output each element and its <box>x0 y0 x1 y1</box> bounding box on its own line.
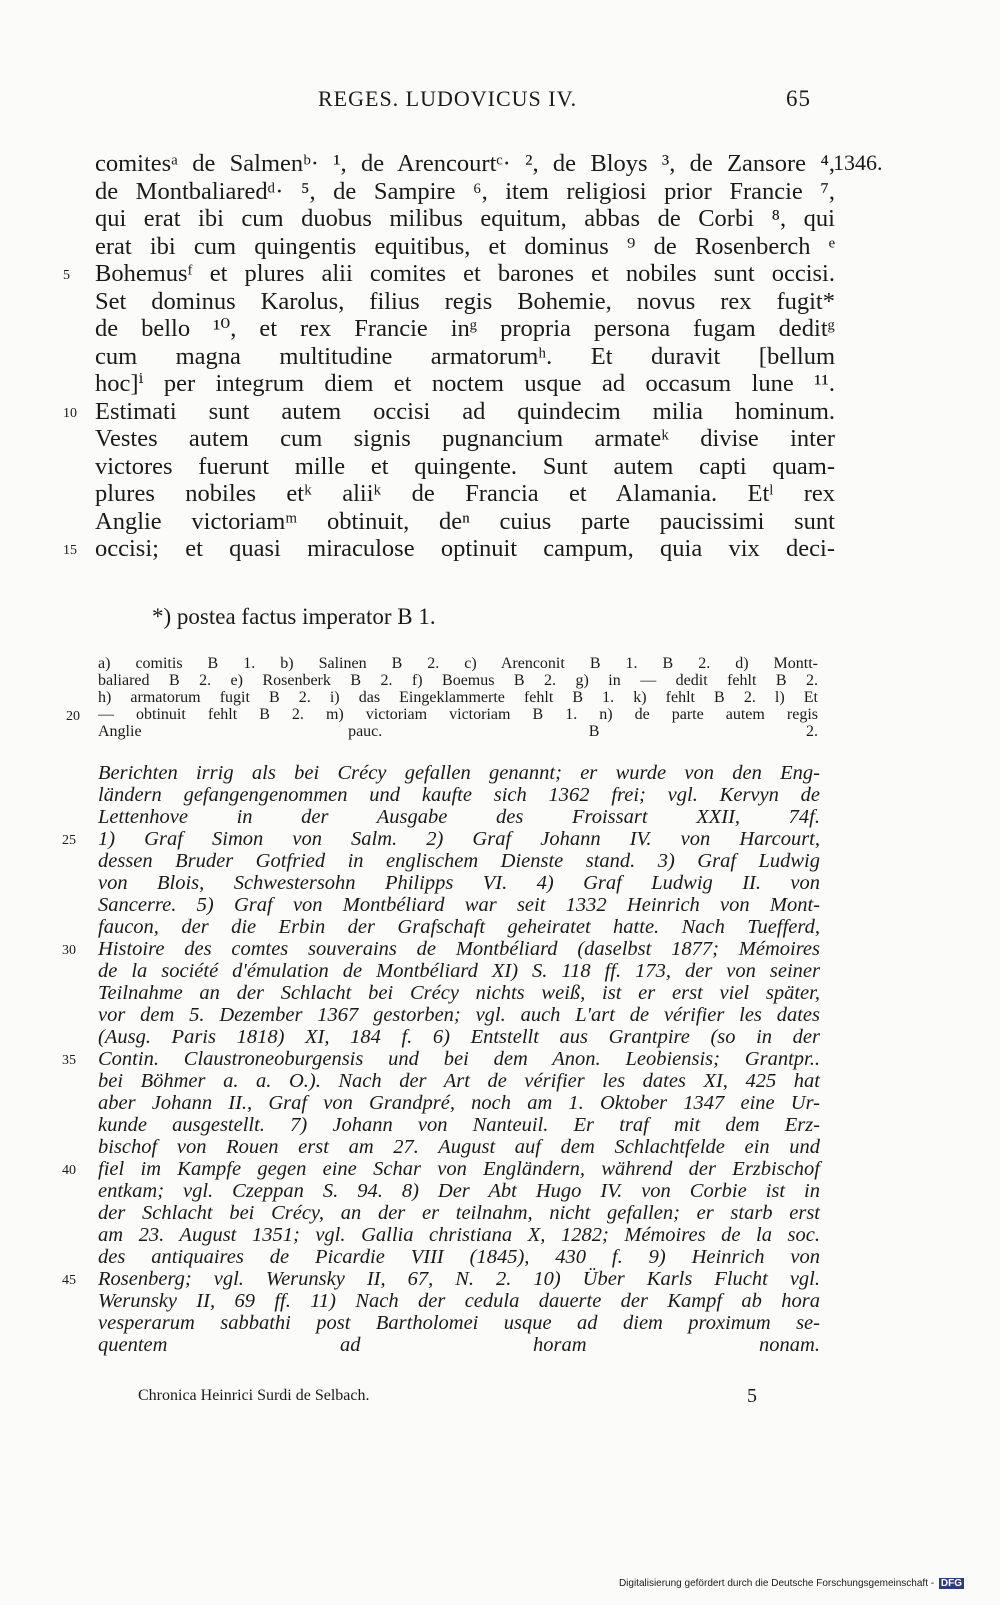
dfg-logo: DFG <box>940 1578 962 1589</box>
text-line <box>95 508 835 536</box>
text-line <box>63 535 835 563</box>
text-line <box>95 453 835 481</box>
line-text: von Blois, Schwestersohn Philipps VI. 4) Graf Ludwig II. von <box>98 872 820 894</box>
commentary-line <box>98 1224 820 1246</box>
commentary-line <box>62 828 820 850</box>
line-text: vor dem 5. Dezember 1367 gestorben; vgl. auch L'art de vérifier les dates <box>98 1004 820 1026</box>
signature-number: 5 <box>747 1385 757 1407</box>
line-text: plures nobiles etᵏ aliiᵏ de Francia et Alamania. Etˡ rex <box>95 480 835 507</box>
text-line <box>95 178 835 206</box>
text-line <box>95 150 835 178</box>
line-number: 10 <box>63 405 77 421</box>
line-number: 30 <box>62 943 76 958</box>
commentary-line <box>98 1312 820 1334</box>
running-title: REGES. LUDOVICUS IV. <box>318 86 578 111</box>
variant-readings <box>66 655 818 740</box>
line-number: 5 <box>63 268 70 283</box>
line-text: h) armatorum fugit B 2. i) das Eingeklammerte fehlt B 1. k) fehlt B 2. l) Et <box>98 689 818 706</box>
line-number: 20 <box>66 709 80 724</box>
commentary-line <box>98 894 820 916</box>
line-text: occisi; et quasi miraculose optinuit campum, quia vix deci- <box>95 535 835 562</box>
line-number: 40 <box>62 1163 76 1178</box>
commentary-line <box>62 1048 820 1070</box>
line-number: 25 <box>62 833 76 848</box>
dfg-footer <box>619 1578 964 1589</box>
line-text: de la société d'émulation de Montbéliard XI) S. 118 ff. 173, der von seiner <box>98 960 820 982</box>
main-text <box>63 150 835 563</box>
line-text: 1) Graf Simon von Salm. 2) Graf Johann IV. von Harcourt, <box>98 828 820 850</box>
line-text: des antiquaires de Picardie VIII (1845), 430 f. 9) Heinrich von <box>98 1246 820 1268</box>
line-text: baliared B 2. e) Rosenberk B 2. f) Boemus B 2. g) in — dedit fehlt B 2. <box>98 672 818 689</box>
line-text: vesperarum sabbathi post Bartholomei usque ad diem proximum se- <box>98 1312 820 1334</box>
line-text: aber Johann II., Graf von Grandpré, noch am 1. Oktober 1347 eine Ur- <box>98 1092 820 1114</box>
variant-line <box>98 672 818 689</box>
commentary-line <box>98 1114 820 1136</box>
commentary-line <box>98 916 820 938</box>
commentary-line <box>98 960 820 982</box>
commentary-line <box>98 806 820 828</box>
line-text: qui erat ibi cum duobus milibus equitum, abbas de Corbi ⁸, qui <box>95 205 835 232</box>
commentary-line <box>98 982 820 1004</box>
line-text: — obtinuit fehlt B 2. m) victoriam victoriam B 1. n) de parte autem regis <box>98 706 818 723</box>
line-text: victores fuerunt mille et quingente. Sunt autem capti quam- <box>95 452 835 480</box>
commentary-line <box>98 1004 820 1026</box>
text-line <box>95 343 835 371</box>
text-line <box>63 260 835 288</box>
commentary-line <box>98 1092 820 1114</box>
line-text: Lettenhove in der Ausgabe des Froissart XXII, 74f. <box>98 806 820 828</box>
line-text: de bello ¹⁰, et rex Francie inᵍ propria persona fugam deditᵍ <box>95 315 835 342</box>
commentary-line <box>98 762 820 784</box>
commentary-line <box>98 1290 820 1312</box>
line-number: 15 <box>63 543 77 558</box>
margin-year: 1346. <box>833 150 883 175</box>
commentary-line <box>98 1334 820 1356</box>
commentary-line <box>62 938 820 960</box>
line-text: Anglie victoriamᵐ obtinuit, deⁿ cuius parte paucissimi sunt <box>95 507 835 535</box>
text-line <box>95 315 835 343</box>
line-text: comitesᵃ de Salmenᵇ· ¹, de Arencourtᶜ· ², de Bloys ³, de Zansore ⁴, <box>95 150 835 177</box>
line-text: Estimati sunt autem occisi ad quindecim milia hominum. <box>95 397 835 425</box>
line-text: am 23. August 1351; vgl. Gallia christiana X, 1282; Mémoires de la soc. <box>98 1224 820 1246</box>
line-text: Histoire des comtes souverains de Montbéliard (daselbst 1877; Mémoires <box>98 938 820 960</box>
signature-title: Chronica Heinrici Surdi de Selbach. <box>138 1387 370 1404</box>
line-text: Werunsky II, 69 ff. 11) Nach der cedula dauerte der Kampf ab hora <box>98 1290 820 1312</box>
line-number: 45 <box>62 1273 76 1288</box>
line-text: erat ibi cum quingentis equitibus, et dominus ⁹ de Rosenberch ᵉ <box>95 232 835 260</box>
line-text: bei Böhmer a. a. O.). Nach der Art de vérifier les dates XI, 425 hat <box>98 1070 820 1092</box>
text-line <box>95 233 835 261</box>
line-text: faucon, der die Erbin der Grafschaft geheiratet hatte. Nach Tuefferd, <box>98 916 820 938</box>
commentary-line <box>98 1246 820 1268</box>
page-number: 65 <box>786 86 811 111</box>
line-text: der Schlacht bei Crécy, an der er teilnahm, nicht gefallen; er starb erst <box>98 1202 820 1224</box>
text-line <box>63 397 835 426</box>
text-line <box>95 370 835 398</box>
line-text: cum magna multitudine armatorumʰ. Et duravit [bellum <box>95 342 835 370</box>
line-text: de Montbaliaredᵈ· ⁵, de Sampire ⁶, item religiosi prior Francie ⁷, <box>95 177 835 205</box>
commentary-line <box>98 850 820 872</box>
commentary-line <box>98 872 820 894</box>
line-number: 35 <box>62 1053 76 1068</box>
commentary-line <box>98 784 820 806</box>
text-line <box>95 288 835 316</box>
line-text: Rosenberg; vgl. Werunsky II, 67, N. 2. 10) Über Karls Flucht vgl. <box>98 1268 820 1290</box>
commentary-line <box>98 1070 820 1092</box>
line-text: Set dominus Karolus, filius regis Bohemie, novus rex fugit* <box>95 287 835 315</box>
line-text: ländern gefangengenommen und kaufte sich 1362 frei; vgl. Kervyn de <box>98 784 820 806</box>
line-text: Bohemusᶠ et plures alii comites et barones et nobiles sunt occisi. <box>95 260 835 287</box>
line-text: dessen Bruder Gotfried in englischem Dienste stand. 3) Graf Ludwig <box>98 850 820 872</box>
line-text: a) comitis B 1. b) Salinen B 2. c) Arenconit B 1. B 2. d) Montt- <box>98 655 818 672</box>
commentary-notes <box>62 762 820 1356</box>
line-text: entkam; vgl. Czeppan S. 94. 8) Der Abt Hugo IV. von Corbie ist in <box>98 1180 820 1202</box>
dfg-note-text: Digitalisierung gefördert durch die Deutsche Forschungsgemeinschaft - <box>618 1578 935 1589</box>
line-text: fiel im Kampfe gegen eine Schar von Engländern, während der Erzbischof <box>98 1158 820 1180</box>
commentary-line <box>98 1180 820 1202</box>
commentary-line <box>62 1158 820 1180</box>
variant-line <box>98 723 818 740</box>
line-text: Vestes autem cum signis pugnancium armateᵏ divise inter <box>95 425 835 452</box>
line-text: kunde ausgestellt. 7) Johann von Nanteuil. Er traf mit dem Erz- <box>98 1114 820 1136</box>
line-text: Berichten irrig als bei Crécy gefallen genannt; er wurde von den Eng- <box>98 762 820 784</box>
star-footnote: *) postea factus imperator B 1. <box>152 604 436 629</box>
variant-line <box>98 689 818 706</box>
line-text: bischof von Rouen erst am 27. August auf dem Schlachtfelde ein und <box>98 1136 820 1158</box>
commentary-line <box>98 1136 820 1158</box>
commentary-line <box>98 1026 820 1048</box>
variant-line <box>98 655 818 672</box>
line-text: Anglie pauc. B 2. <box>98 723 818 740</box>
commentary-line <box>62 1268 820 1290</box>
line-text: (Ausg. Paris 1818) XI, 184 f. 6) Entstellt aus Grantpire (so in der <box>98 1026 820 1048</box>
text-line <box>95 205 835 233</box>
line-text: Sancerre. 5) Graf von Montbéliard war seit 1332 Heinrich von Mont- <box>98 894 820 916</box>
line-text: Teilnahme an der Schlacht bei Crécy nichts weiß, ist er erst viel später, <box>98 982 820 1004</box>
text-line <box>95 425 835 453</box>
variant-line <box>66 706 818 724</box>
line-text: quentem ad horam nonam. <box>98 1334 820 1356</box>
line-text: Contin. Claustroneoburgensis und bei dem Anon. Leobiensis; Grantpr.. <box>98 1048 820 1070</box>
text-line <box>95 480 835 508</box>
line-text: hoc]ⁱ per integrum diem et noctem usque ad occasum lune ¹¹. <box>95 370 835 397</box>
commentary-line <box>98 1202 820 1224</box>
